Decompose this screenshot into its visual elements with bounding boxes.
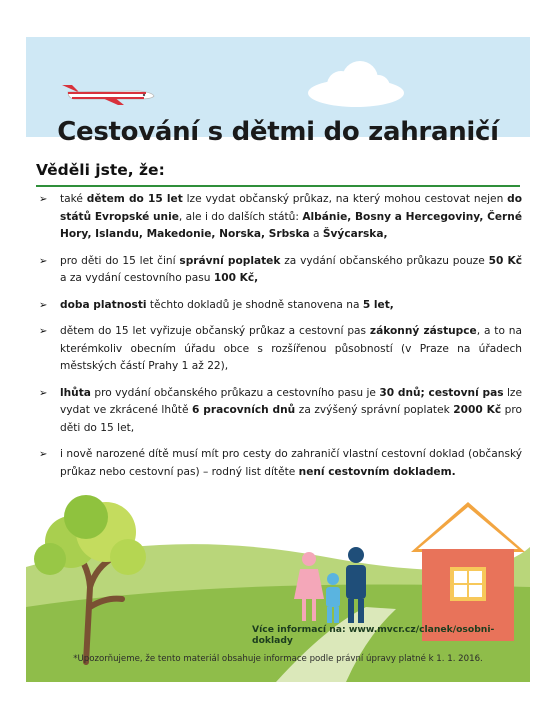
arrow-bullet-icon: ➢ <box>39 387 48 399</box>
text: a <box>309 228 323 240</box>
bold-text: Švýcarska, <box>322 228 388 240</box>
text: také <box>60 193 87 205</box>
text: lze vydat ve zkrácené lhůtě <box>60 386 522 416</box>
bold-text: 6 pracovních dnů <box>192 404 296 416</box>
house-icon <box>411 502 525 641</box>
bullet-item <box>36 191 522 244</box>
text: za vydání občanského průkazu pouze <box>280 254 489 267</box>
bold-text: Albánie, Bosny a Hercegoviny, Černé Hory, Islandu, Makedonie, Norska, Srbska <box>60 210 522 240</box>
text: , ale i do dalších států: <box>178 210 303 223</box>
cloud-icon <box>296 55 416 115</box>
text: lze vydat občanský průkaz, na který mohou cestovat nejen <box>182 193 508 205</box>
text: pro děti do 15 let, <box>60 404 523 434</box>
bullet-item <box>36 297 522 315</box>
bold-text: 100 Kč, <box>213 272 259 284</box>
arrow-bullet-icon: ➢ <box>39 255 48 267</box>
subtitle: Věděli jste, že: <box>36 161 165 179</box>
text: pro děti do 15 let činí <box>60 254 180 267</box>
more-info-link[interactable]: Více informací na: www.mvcr.cz/clanek/osobni-doklady <box>252 624 495 646</box>
footnote: *Upozorňujeme, že tento materiál obsahuje informace podle právní úpravy platné k 1. 1. 2016. <box>73 654 483 664</box>
arrow-bullet-icon: ➢ <box>39 299 48 311</box>
bold-text: není cestovním dokladem. <box>298 465 456 478</box>
bold-text: doba platnosti <box>60 298 147 311</box>
leaflet <box>26 37 530 682</box>
arrow-bullet-icon: ➢ <box>39 194 48 205</box>
text: dětem do 15 let vyřizuje občanský průkaz a cestovní pas <box>60 325 370 337</box>
bold-text: zákonný zástupce <box>369 325 477 337</box>
bold-text: lhůta <box>60 386 91 399</box>
bold-text: správní poplatek <box>179 254 281 267</box>
bold-text: 30 dnů; cestovní pas <box>379 386 504 399</box>
bullet-item <box>36 323 522 376</box>
bold-text: do států Evropské unie <box>60 193 522 223</box>
text: a za vydání cestovního pasu <box>60 272 214 284</box>
text: těchto dokladů je shodně stanovena na <box>146 298 363 311</box>
bold-text: 5 let, <box>362 298 394 311</box>
title-divider <box>36 185 520 187</box>
text: za zvýšený správní poplatek <box>295 404 454 416</box>
airplane-icon <box>58 77 158 107</box>
bold-text: dětem do 15 let <box>86 193 183 205</box>
arrow-bullet-icon: ➢ <box>39 449 48 460</box>
page-title: Cestování s dětmi do zahraničí <box>57 117 499 147</box>
bullet-item <box>36 385 522 438</box>
bold-text: 2000 Kč <box>453 404 502 416</box>
bold-text: 50 Kč <box>488 254 522 267</box>
text: , a to na kterémkoliv obecním úřadu obce s rozšířenou působností (v Praze na úřadech městských částí Prahy 1 až 22), <box>60 325 522 372</box>
bullet-item <box>36 253 522 288</box>
text: pro vydání občanského průkazu a cestovního pasu je <box>90 386 380 399</box>
text: i nově narozené dítě musí mít pro cesty do zahraničí vlastní cestovní doklad (občanský průkaz nebo cestovní pas) – rodný list dítěte <box>60 448 522 478</box>
arrow-bullet-icon: ➢ <box>39 326 48 337</box>
